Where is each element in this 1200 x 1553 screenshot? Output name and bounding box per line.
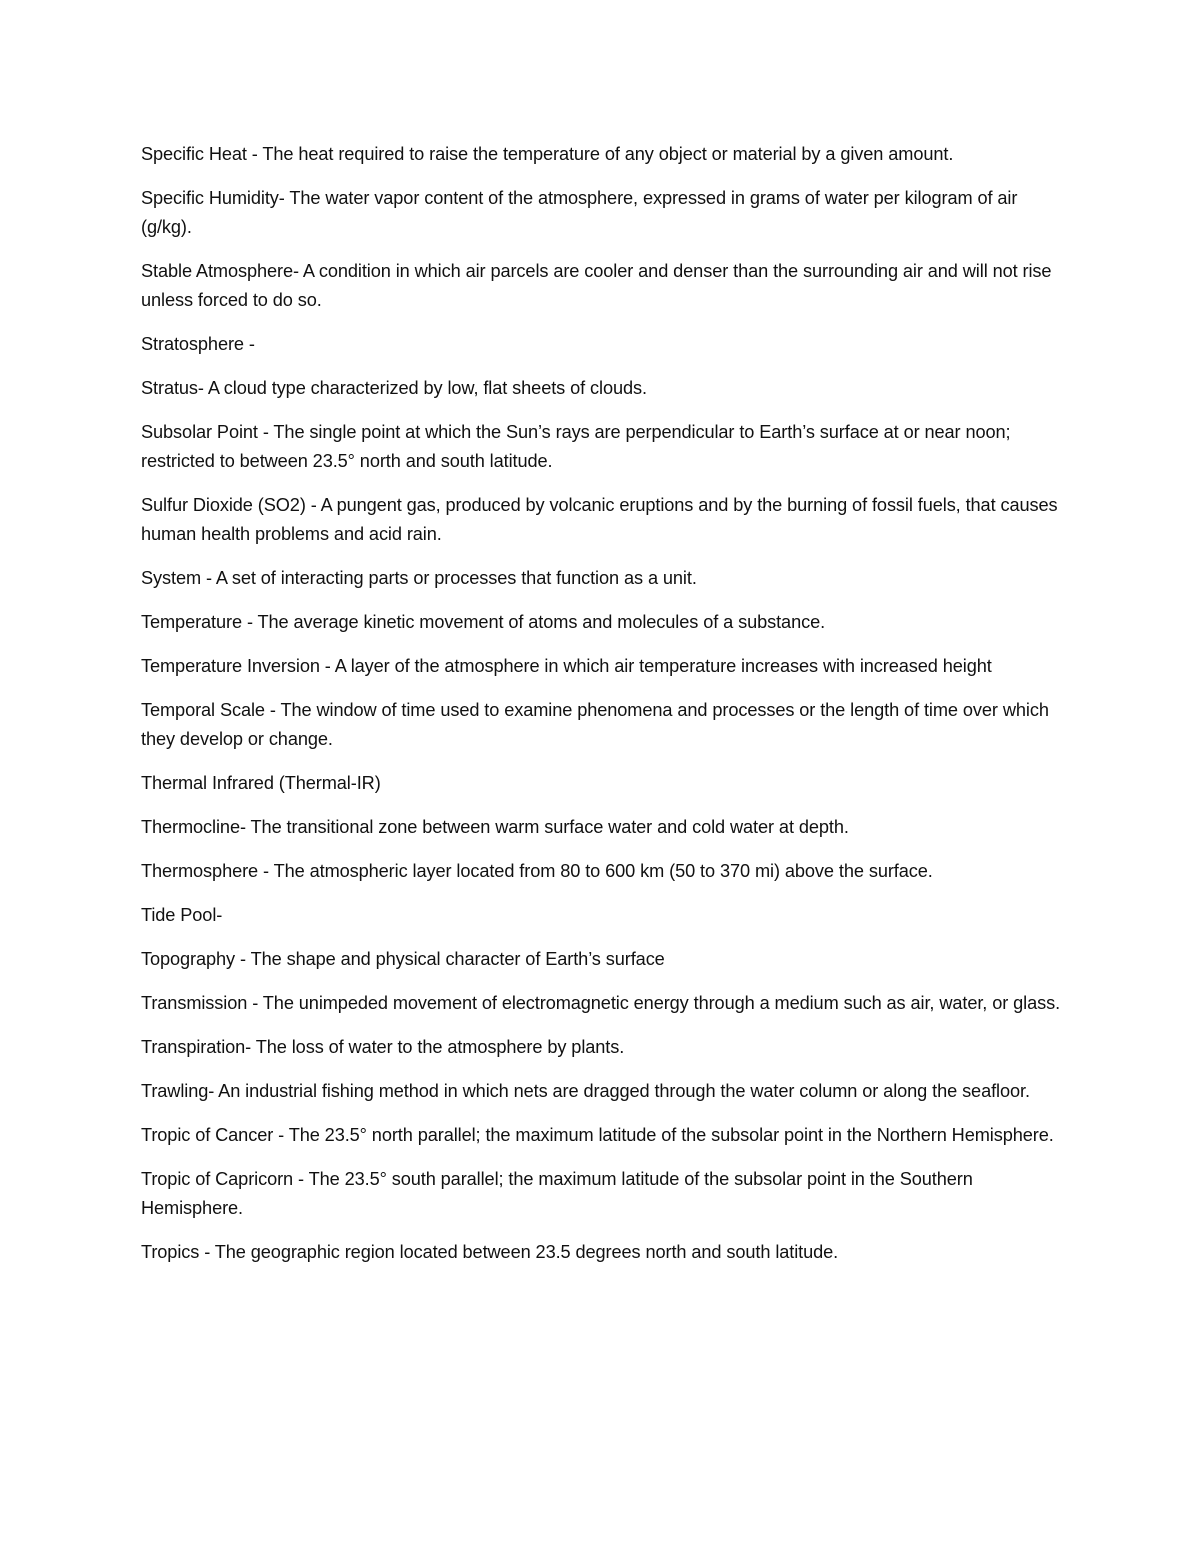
- glossary-entry: Specific Humidity- The water vapor content of the atmosphere, expressed in grams of water per kilogram of air (g/kg).: [141, 188, 1018, 237]
- glossary-entry: Trawling- An industrial fishing method in which nets are dragged through the water column or along the seafloor.: [141, 1081, 1030, 1101]
- glossary-entry: Sulfur Dioxide (SO2) - A pungent gas, produced by volcanic eruptions and by the burning of fossil fuels, that causes human health problems and acid rain.: [141, 495, 1058, 544]
- glossary-entry: Temporal Scale - The window of time used to examine phenomena and processes or the length of time over which they develop or change.: [141, 700, 1049, 749]
- glossary-entry: Stratus- A cloud type characterized by low, flat sheets of clouds.: [141, 378, 647, 398]
- glossary-entry: Tide Pool-: [141, 905, 223, 925]
- glossary-entry: Tropic of Capricorn - The 23.5° south parallel; the maximum latitude of the subsolar point in the Southern Hemisphere.: [141, 1169, 973, 1218]
- glossary-list: [141, 140, 1066, 1282]
- glossary-entry: Stratosphere -: [141, 334, 255, 354]
- glossary-entry: Temperature - The average kinetic movement of atoms and molecules of a substance.: [141, 612, 826, 632]
- glossary-entry: Thermal Infrared (Thermal-IR): [141, 773, 381, 793]
- glossary-entry: Tropic of Cancer - The 23.5° north parallel; the maximum latitude of the subsolar point in the Northern Hemisphere.: [141, 1125, 1054, 1145]
- glossary-entry: Subsolar Point - The single point at which the Sun’s rays are perpendicular to Earth’s surface at or near noon; restricted to between 23.5° north and south latitude.: [141, 422, 1011, 471]
- glossary-entry: Thermosphere - The atmospheric layer located from 80 to 600 km (50 to 370 mi) above the surface.: [141, 861, 933, 881]
- glossary-entry: Tropics - The geographic region located between 23.5 degrees north and south latitude.: [141, 1242, 839, 1262]
- glossary-entry: Thermocline- The transitional zone between warm surface water and cold water at depth.: [141, 817, 849, 837]
- glossary-entry: Specific Heat - The heat required to raise the temperature of any object or material by a given amount.: [141, 144, 954, 164]
- glossary-entry: Stable Atmosphere- A condition in which air parcels are cooler and denser than the surrounding air and will not rise unless forced to do so.: [141, 261, 1052, 310]
- glossary-entry: Temperature Inversion - A layer of the atmosphere in which air temperature increases with increased height: [141, 656, 992, 676]
- glossary-entry: System - A set of interacting parts or processes that function as a unit.: [141, 568, 697, 588]
- glossary-entry: Topography - The shape and physical character of Earth’s surface: [141, 949, 665, 969]
- glossary-entry: Transmission - The unimpeded movement of electromagnetic energy through a medium such as air, water, or glass.: [141, 993, 1061, 1013]
- glossary-entry: Transpiration- The loss of water to the atmosphere by plants.: [141, 1037, 625, 1057]
